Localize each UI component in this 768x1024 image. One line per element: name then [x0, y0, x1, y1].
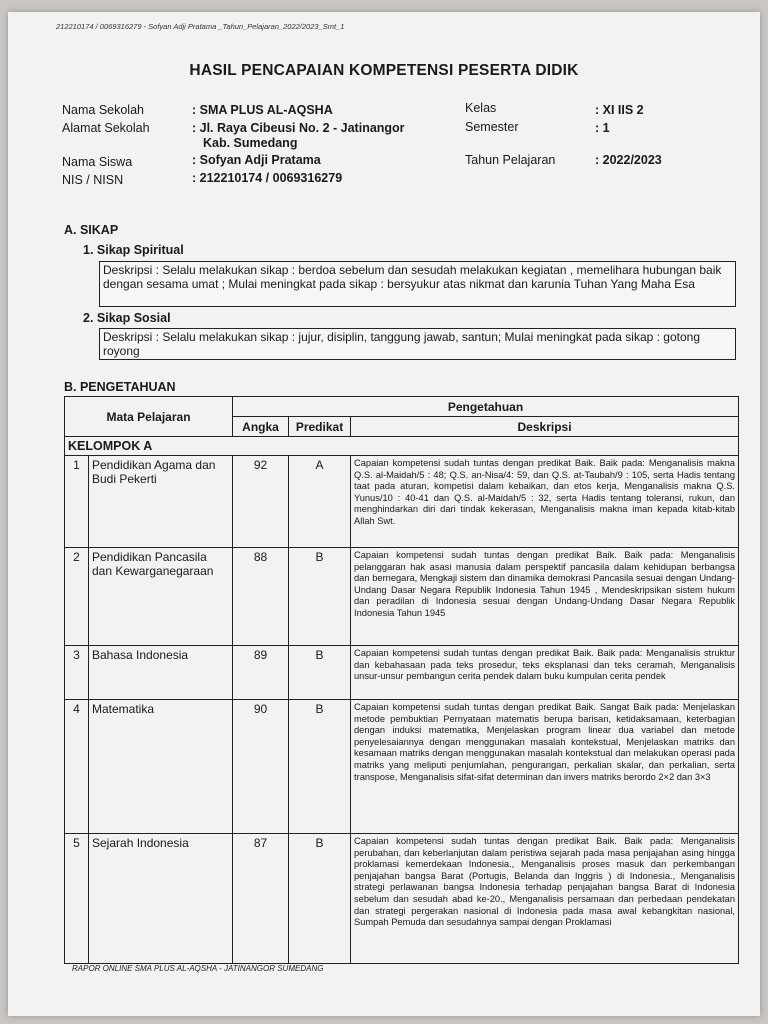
row-no: 4: [65, 700, 89, 834]
school-label: Nama Sekolah: [62, 103, 144, 117]
class-label: Kelas: [465, 101, 497, 115]
row-no: 5: [65, 834, 89, 964]
sosial-heading: 2. Sikap Sosial: [83, 311, 171, 325]
row-score: 90: [233, 700, 289, 834]
col-score: Angka: [233, 417, 289, 437]
row-subject: Pendidikan Pancasila dan Kewarganegaraan: [89, 548, 233, 646]
semester-label: Semester: [465, 120, 519, 134]
address-value-1: : Jl. Raya Cibeusi No. 2 - Jatinangor: [192, 121, 405, 135]
group-a-label: KELOMPOK A: [65, 437, 739, 456]
row-desc: Capaian kompetensi sudah tuntas dengan predikat Baik. Baik pada: Menganalisis perubahan, dan keberlanjutan dalam peristiwa sejarah pada masa penjajahan asing hingga proklamasi kemerdekaan Indonesia., Menganalisis proses masuk dan perkembangan penjajahan bangsa Barat (Portugis, Belanda dan Inggris ) di Indonesia., Menganalisis strategi perlawanan bangsa Indonesia terhadap penjajahan bangsa Barat di Indonesia sebelum dan sesudah abad ke-20., Menganalisis persamaan dan perbedaan pendekatan dan strategi pergerakan nasional di Indonesia pada masa awal kebangkitan nasional, Sumpah Pemuda dan sesudahnya sampai dengan Proklamasi: [351, 834, 739, 964]
row-subject: Bahasa Indonesia: [89, 646, 233, 700]
pengetahuan-heading: B. PENGETAHUAN: [64, 380, 176, 394]
address-label: Alamat Sekolah: [62, 121, 150, 135]
row-grade: A: [289, 456, 351, 548]
school-value: : SMA PLUS AL-AQSHA: [192, 103, 333, 117]
row-desc: Capaian kompetensi sudah tuntas dengan predikat Baik. Baik pada: Menganalisis struktur dan kebahasaan pada teks prosedur, teks eksplanasi dan teks ceramah, Menganalisis unsur-unsur pembangun cerita pendek dalam buku kumpulan cerita pendek: [351, 646, 739, 700]
row-subject: Pendidikan Agama dan Budi Pekerti: [89, 456, 233, 548]
file-reference: 212210174 / 0069316279 - Sofyan Adji Pratama _Tahun_Pelajaran_2022/2023_Smt_1: [56, 22, 345, 31]
page-title: HASIL PENCAPAIAN KOMPETENSI PESERTA DIDIK: [189, 62, 579, 79]
col-desc: Deskripsi: [351, 417, 739, 437]
nis-value: : 212210174 / 0069316279: [192, 171, 343, 185]
row-desc: Capaian kompetensi sudah tuntas dengan predikat Baik. Baik pada: Menganalisis makna Q.S. al-Maidah/5 : 48; Q.S. an-Nisa/4: 59, dan Q.S. at-Taubah/9 : 105, serta Hadis tentang taat pada aturan, kompetisi dalam kebaikan, dan etos kerja, Menganalisis makna Q.S. Yunus/10 : 40-41 dan Q.S. al-Maidah/5 : 32, serta Hadis tentang toleransi, rukun, dan menghindarkan diri dari tindak kekerasan, Menganalisis makna iman kepada kitab-kitab Allah Swt.: [351, 456, 739, 548]
sikap-heading: A. SIKAP: [64, 223, 119, 237]
table-row: [65, 456, 739, 548]
semester-value: : 1: [595, 121, 610, 135]
table-row: [65, 700, 739, 834]
name-value: : Sofyan Adji Pratama: [192, 153, 321, 167]
year-value: : 2022/2023: [595, 153, 662, 167]
row-score: 89: [233, 646, 289, 700]
table-row: [65, 834, 739, 964]
sosial-description: Deskripsi : Selalu melakukan sikap : jujur, disiplin, tanggung jawab, santun; Mulai meningkat pada sikap : gotong royong: [99, 328, 736, 360]
nis-label: NIS / NISN: [62, 173, 124, 187]
row-desc: Capaian kompetensi sudah tuntas dengan predikat Baik. Baik pada: Menganalisis pelanggaran hak asasi manusia dalam perspektif pancasila dalam kehidupan berbangsa dan bernegara, Mengkaji sistem dan dinamika demokrasi Pancasila sesuai dengan Undang-Undang Dasar Negara Republik Indonesia Tahun 1945 , Mendeskripsikan sistem hukum dan peradilan di Indonesia sesuai dengan Undang-Undang Dasar Negara Republik Indonesia Tahun 1945: [351, 548, 739, 646]
row-score: 88: [233, 548, 289, 646]
col-group: Pengetahuan: [233, 397, 739, 417]
row-score: 87: [233, 834, 289, 964]
row-no: 1: [65, 456, 89, 548]
footer: RAPOR ONLINE SMA PLUS AL-AQSHA - JATINANGOR SUMEDANG: [72, 964, 327, 973]
name-label: Nama Siswa: [62, 155, 133, 169]
row-grade: B: [289, 548, 351, 646]
row-grade: B: [289, 700, 351, 834]
row-no: 2: [65, 548, 89, 646]
row-no: 3: [65, 646, 89, 700]
row-subject: Matematika: [89, 700, 233, 834]
row-subject: Sejarah Indonesia: [89, 834, 233, 964]
col-subject: Mata Pelajaran: [65, 397, 233, 437]
row-desc: Capaian kompetensi sudah tuntas dengan predikat Baik. Sangat Baik pada: Menjelaskan metode pembuktian Pernyataan matematis berupa barisan, ketidaksamaan, keterbagian dengan induksi matematika, Menjelaskan program linear dua variabel dan metode penyelesaiannya dengan menggunakan masalah kontekstual, Menjelaskan matriks dan kesamaan matriks dengan menggunakan masalah kontekstual dan melakukan operasi pada matriks yang meliputi penjumlahan, pengurangan, perkalian skalar, dan perkalian, serta transpose, Menganalisis sifat-sifat determinan dan invers matriks berordo 2×2 dan 3×3: [351, 700, 739, 834]
address-value-2: Kab. Sumedang: [203, 136, 298, 150]
row-grade: B: [289, 834, 351, 964]
row-grade: B: [289, 646, 351, 700]
row-score: 92: [233, 456, 289, 548]
spiritual-description: Deskripsi : Selalu melakukan sikap : berdoa sebelum dan sesudah melakukan kegiatan , memelihara hubungan baik dengan sesama umat ; Mulai meningkat pada sikap : bersyukur atas nikmat dan karunia Tuhan Yang Maha Esa: [99, 261, 736, 307]
spiritual-heading: 1. Sikap Spiritual: [83, 243, 184, 257]
class-value: : XI IIS 2: [595, 103, 644, 117]
table-row: [65, 548, 739, 646]
year-label: Tahun Pelajaran: [465, 153, 556, 167]
table-row: [65, 646, 739, 700]
col-grade: Predikat: [289, 417, 351, 437]
grades-table: [64, 396, 739, 964]
